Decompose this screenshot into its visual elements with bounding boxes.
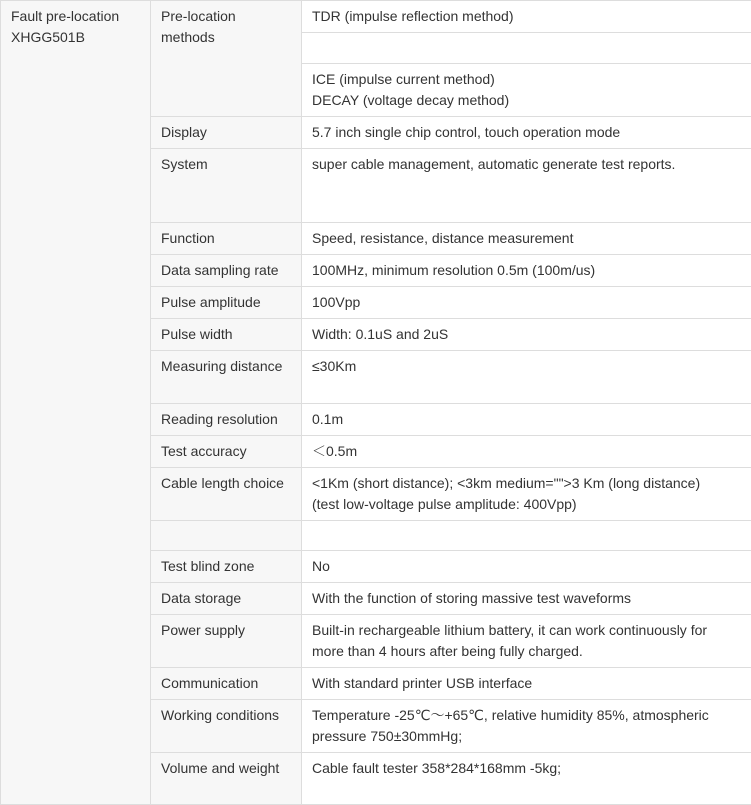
row-label: Reading resolution xyxy=(151,404,302,436)
row-value: Width: 0.1uS and 2uS xyxy=(302,319,751,351)
row-value xyxy=(302,33,751,64)
row-label: Pulse amplitude xyxy=(151,287,302,319)
row-label: Working conditions xyxy=(151,700,302,753)
category-cell xyxy=(1,1,151,805)
row-value-line: DECAY (voltage decay method) xyxy=(312,92,509,108)
category-model: XHGG501B xyxy=(11,29,85,45)
row-label: System xyxy=(151,149,302,223)
row-value: 5.7 inch single chip control, touch operation mode xyxy=(302,117,751,149)
row-value: ＜0.5m xyxy=(302,436,751,468)
row-label: Pulse width xyxy=(151,319,302,351)
row-value: Built-in rechargeable lithium battery, it can work continuously for more than 4 hours after being fully charged. xyxy=(302,615,751,668)
row-value: TDR (impulse reflection method) xyxy=(302,1,751,33)
row-value-line: <1Km (short distance); <3km medium="">3 Km (long distance) xyxy=(312,475,700,491)
row-label: Test blind zone xyxy=(151,551,302,583)
row-value-line: ICE (impulse current method) xyxy=(312,71,495,87)
row-label: Test accuracy xyxy=(151,436,302,468)
row-label: Function xyxy=(151,223,302,255)
row-value xyxy=(302,64,751,117)
row-label: Pre-location methods xyxy=(151,1,302,117)
row-value: With the function of storing massive test waveforms xyxy=(302,583,751,615)
row-label: Communication xyxy=(151,668,302,700)
row-value: ≤30Km xyxy=(302,351,751,404)
row-value: 0.1m xyxy=(302,404,751,436)
row-label: Data sampling rate xyxy=(151,255,302,287)
row-label xyxy=(151,521,302,551)
row-label: Data storage xyxy=(151,583,302,615)
category-name: Fault pre-location xyxy=(11,8,119,24)
table-row xyxy=(1,1,751,33)
row-value: 100MHz, minimum resolution 0.5m (100m/us) xyxy=(302,255,751,287)
row-value: With standard printer USB interface xyxy=(302,668,751,700)
row-label: Measuring distance xyxy=(151,351,302,404)
row-label: Power supply xyxy=(151,615,302,668)
row-value xyxy=(302,521,751,551)
row-value-line: (test low-voltage pulse amplitude: 400Vpp) xyxy=(312,496,577,512)
row-value: Temperature -25℃～+65℃, relative humidity 85%, atmospheric pressure 750±30mmHg; xyxy=(302,700,751,753)
row-label: Volume and weight xyxy=(151,753,302,805)
row-value: Cable fault tester 358*284*168mm -5kg; xyxy=(302,753,751,805)
row-label: Cable length choice xyxy=(151,468,302,521)
row-label: Display xyxy=(151,117,302,149)
row-value: Speed, resistance, distance measurement xyxy=(302,223,751,255)
row-value: No xyxy=(302,551,751,583)
row-value xyxy=(302,468,751,521)
row-value: 100Vpp xyxy=(302,287,751,319)
row-value: super cable management, automatic generate test reports. xyxy=(302,149,751,223)
